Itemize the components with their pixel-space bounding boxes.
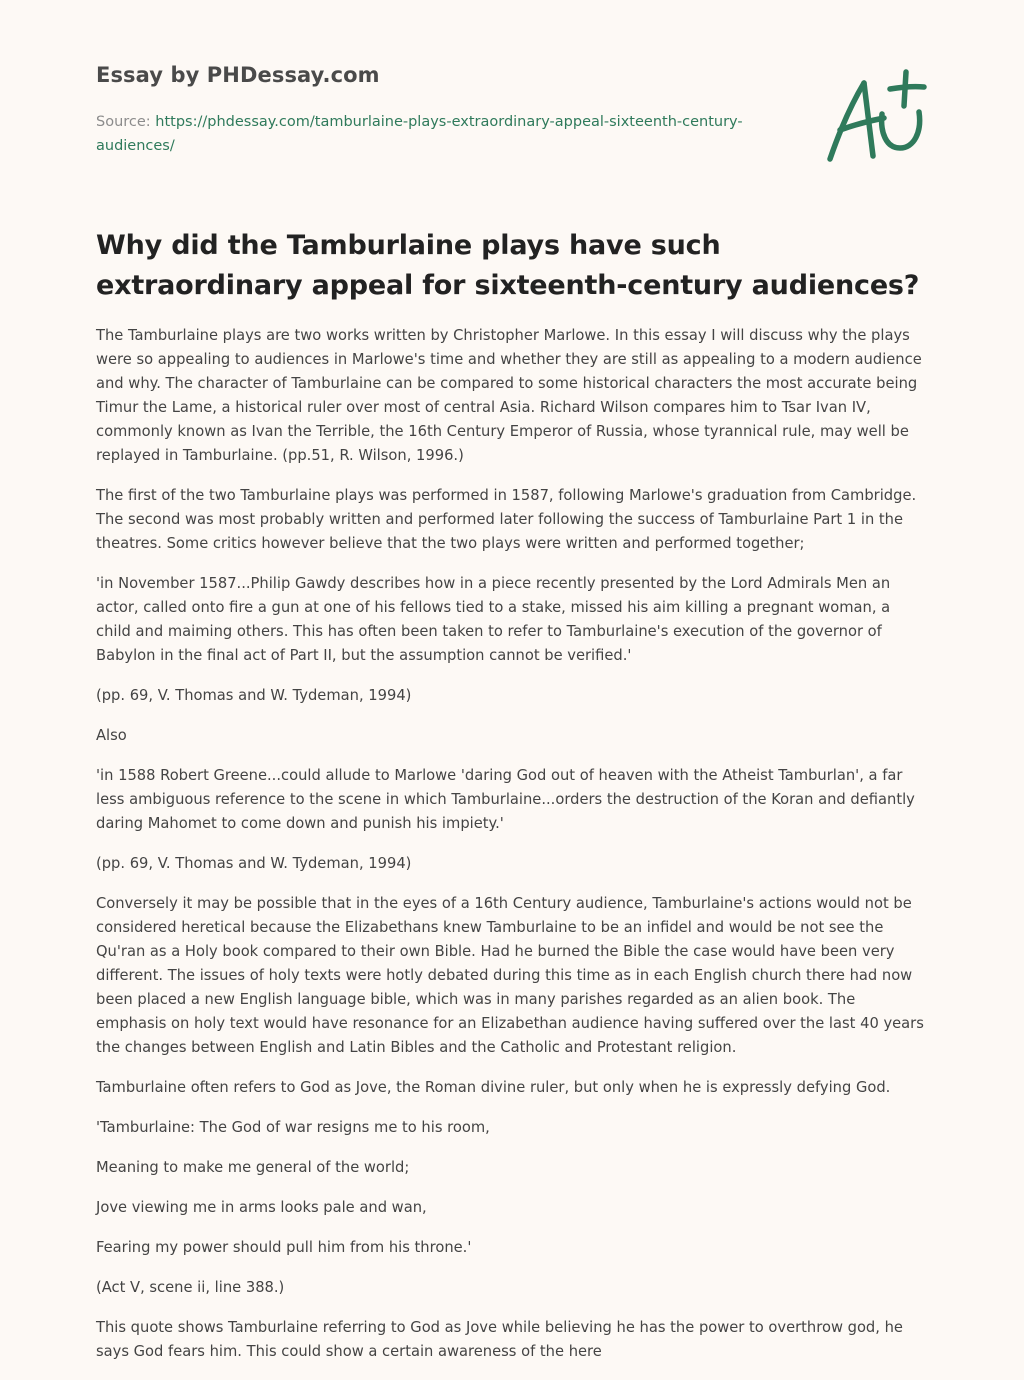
paragraph: Conversely it may be possible that in the eyes of a 16th Century audience, Tamburlaine's actions would not be considered heretical because the Elizabethans knew Tamburlaine to be an infidel and would be not see the Qu'ran as a Holy book compared to their own Bible. Had he burned the Bible the case would have been very different. The issues of holy texts were hotly debated during this time as in each English church there had now been placed a new English language bible, which was in many parishes regarded as an alien book. The emphasis on holy text would have resonance for an Elizabethan audience having suffered over the last 40 years the changes between English and Latin Bibles and the Catholic and Protestant religion. [96, 895, 924, 1056]
site-title: Essay by PHDessay.com [96, 63, 380, 87]
paragraph: The first of the two Tamburlaine plays was performed in 1587, following Marlowe's graduation from Cambridge. The second was most probably written and performed later following the success of Tamburlaine Part 1 in the theatres. Some critics however believe that the two plays were written and performed together; [96, 487, 917, 552]
source-link[interactable]: https://phdessay.com/tamburlaine-plays-extraordinary-appeal-sixteenth-century-audiences/ [96, 114, 743, 154]
paragraph: This quote shows Tamburlaine referring to God as Jove while believing he has the power to overthrow god, he says God fears him. This could show a certain awareness of the here [96, 1319, 903, 1360]
quote-paragraph: 'in 1588 Robert Greene...could allude to Marlowe 'daring God out of heaven with the Atheist Tamburlan', a far less ambiguous reference to the scene in which Tamburlaine...orders the destruction of the Koran and defiantly daring Mahomet to come down and punish his impiety.' [96, 767, 915, 832]
citation: (pp. 69, V. Thomas and W. Tydeman, 1994) [96, 687, 412, 704]
paragraph: The Tamburlaine plays are two works written by Christopher Marlowe. In this essay I will discuss why the plays were so appealing to audiences in Marlowe's time and whether they are still as appealing to a modern audience and why. The character of Tamburlaine can be compared to some historical characters the most accurate being Timur the Lame, a historical ruler over most of central Asia. Richard Wilson compares him to Tsar Ivan IV, commonly known as Ivan the Terrible, the 16th Century Emperor of Russia, whose tyrannical rule, may well be replayed in Tamburlaine. (pp.51, R. Wilson, 1996.) [96, 327, 922, 464]
paragraph: Tamburlaine often refers to God as Jove, the Roman divine ruler, but only when he is expressly defying God. [96, 1079, 891, 1096]
verse-line: Jove viewing me in arms looks pale and wan, [96, 1199, 427, 1216]
verse-line: Fearing my power should pull him from his throne.' [96, 1239, 472, 1256]
essay-title: Why did the Tamburlaine plays have such extraordinary appeal for sixteenth-century audiences? [96, 230, 920, 301]
citation: (Act V, scene ii, line 388.) [96, 1279, 285, 1296]
citation: (pp. 69, V. Thomas and W. Tydeman, 1994) [96, 855, 412, 872]
source-label: Source: [96, 114, 156, 130]
a-plus-logo-svg [818, 68, 930, 166]
paragraph: Also [96, 727, 127, 744]
verse-line: Meaning to make me general of the world; [96, 1159, 410, 1176]
quote-paragraph: 'in November 1587...Philip Gawdy describes how in a piece recently presented by the Lord Admirals Men an actor, called onto fire a gun at one of his fellows tied to a stake, missed his aim killing a pregnant woman, a child and maiming others. This has often been taken to refer to Tamburlaine's execution of the governor of Babylon in the final act of Part II, but the assumption cannot be verified.' [96, 575, 891, 664]
a-plus-logo-icon [818, 68, 930, 166]
verse-line: 'Tamburlaine: The God of war resigns me to his room, [96, 1119, 490, 1136]
essay-body [96, 324, 928, 1380]
source-line [96, 110, 786, 158]
